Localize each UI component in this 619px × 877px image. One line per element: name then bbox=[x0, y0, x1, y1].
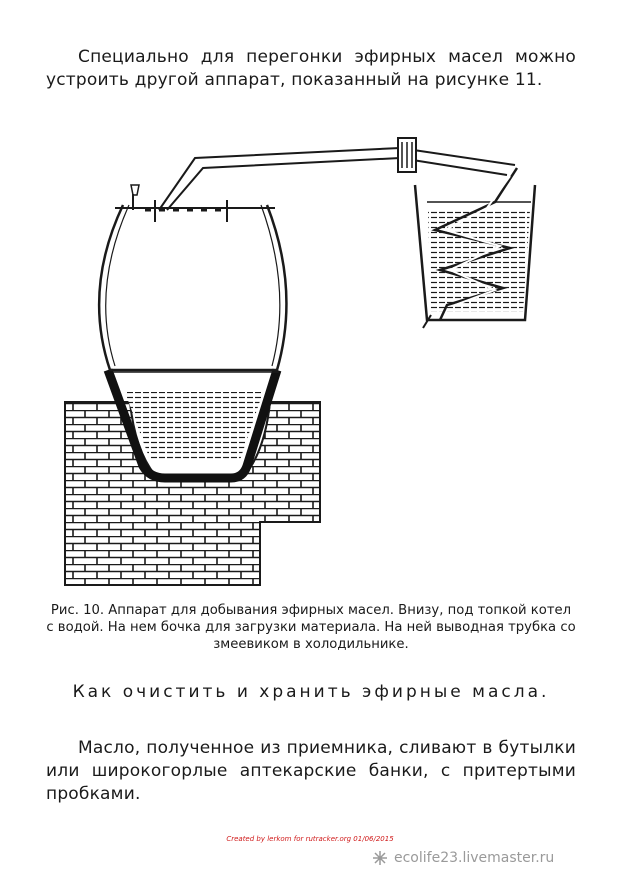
snowflake-icon bbox=[372, 850, 388, 866]
watermark bbox=[372, 850, 554, 866]
material-barrel bbox=[99, 185, 286, 372]
distillation-apparatus-illustration bbox=[55, 130, 575, 600]
cooler-with-coil bbox=[415, 168, 535, 328]
watermark-text: ecolife23.livemaster.ru bbox=[394, 850, 555, 866]
section-paragraph: Масло, полученное из приемника, сливают в бутылки или широкогорлые аптекарские банки, с притертыми пробками. bbox=[46, 738, 576, 804]
outlet-pipe bbox=[159, 138, 515, 210]
figure-caption: Рис. 10. Аппарат для добывания эфирных масел. Внизу, под топкой котел с водой. На нем бочка для загрузки материала. На ней выводная трубка со змеевиком в холодильнике. bbox=[46, 603, 576, 652]
section-heading: Как очистить и хранить эфирные масла. bbox=[72, 682, 550, 702]
credit-line: Created by lerkom for rutracker.org 01/06/2015 bbox=[226, 835, 394, 843]
intro-paragraph: Специально для перегонки эфирных масел можно устроить другой аппарат, показанный на рисунке 11. bbox=[46, 47, 576, 90]
